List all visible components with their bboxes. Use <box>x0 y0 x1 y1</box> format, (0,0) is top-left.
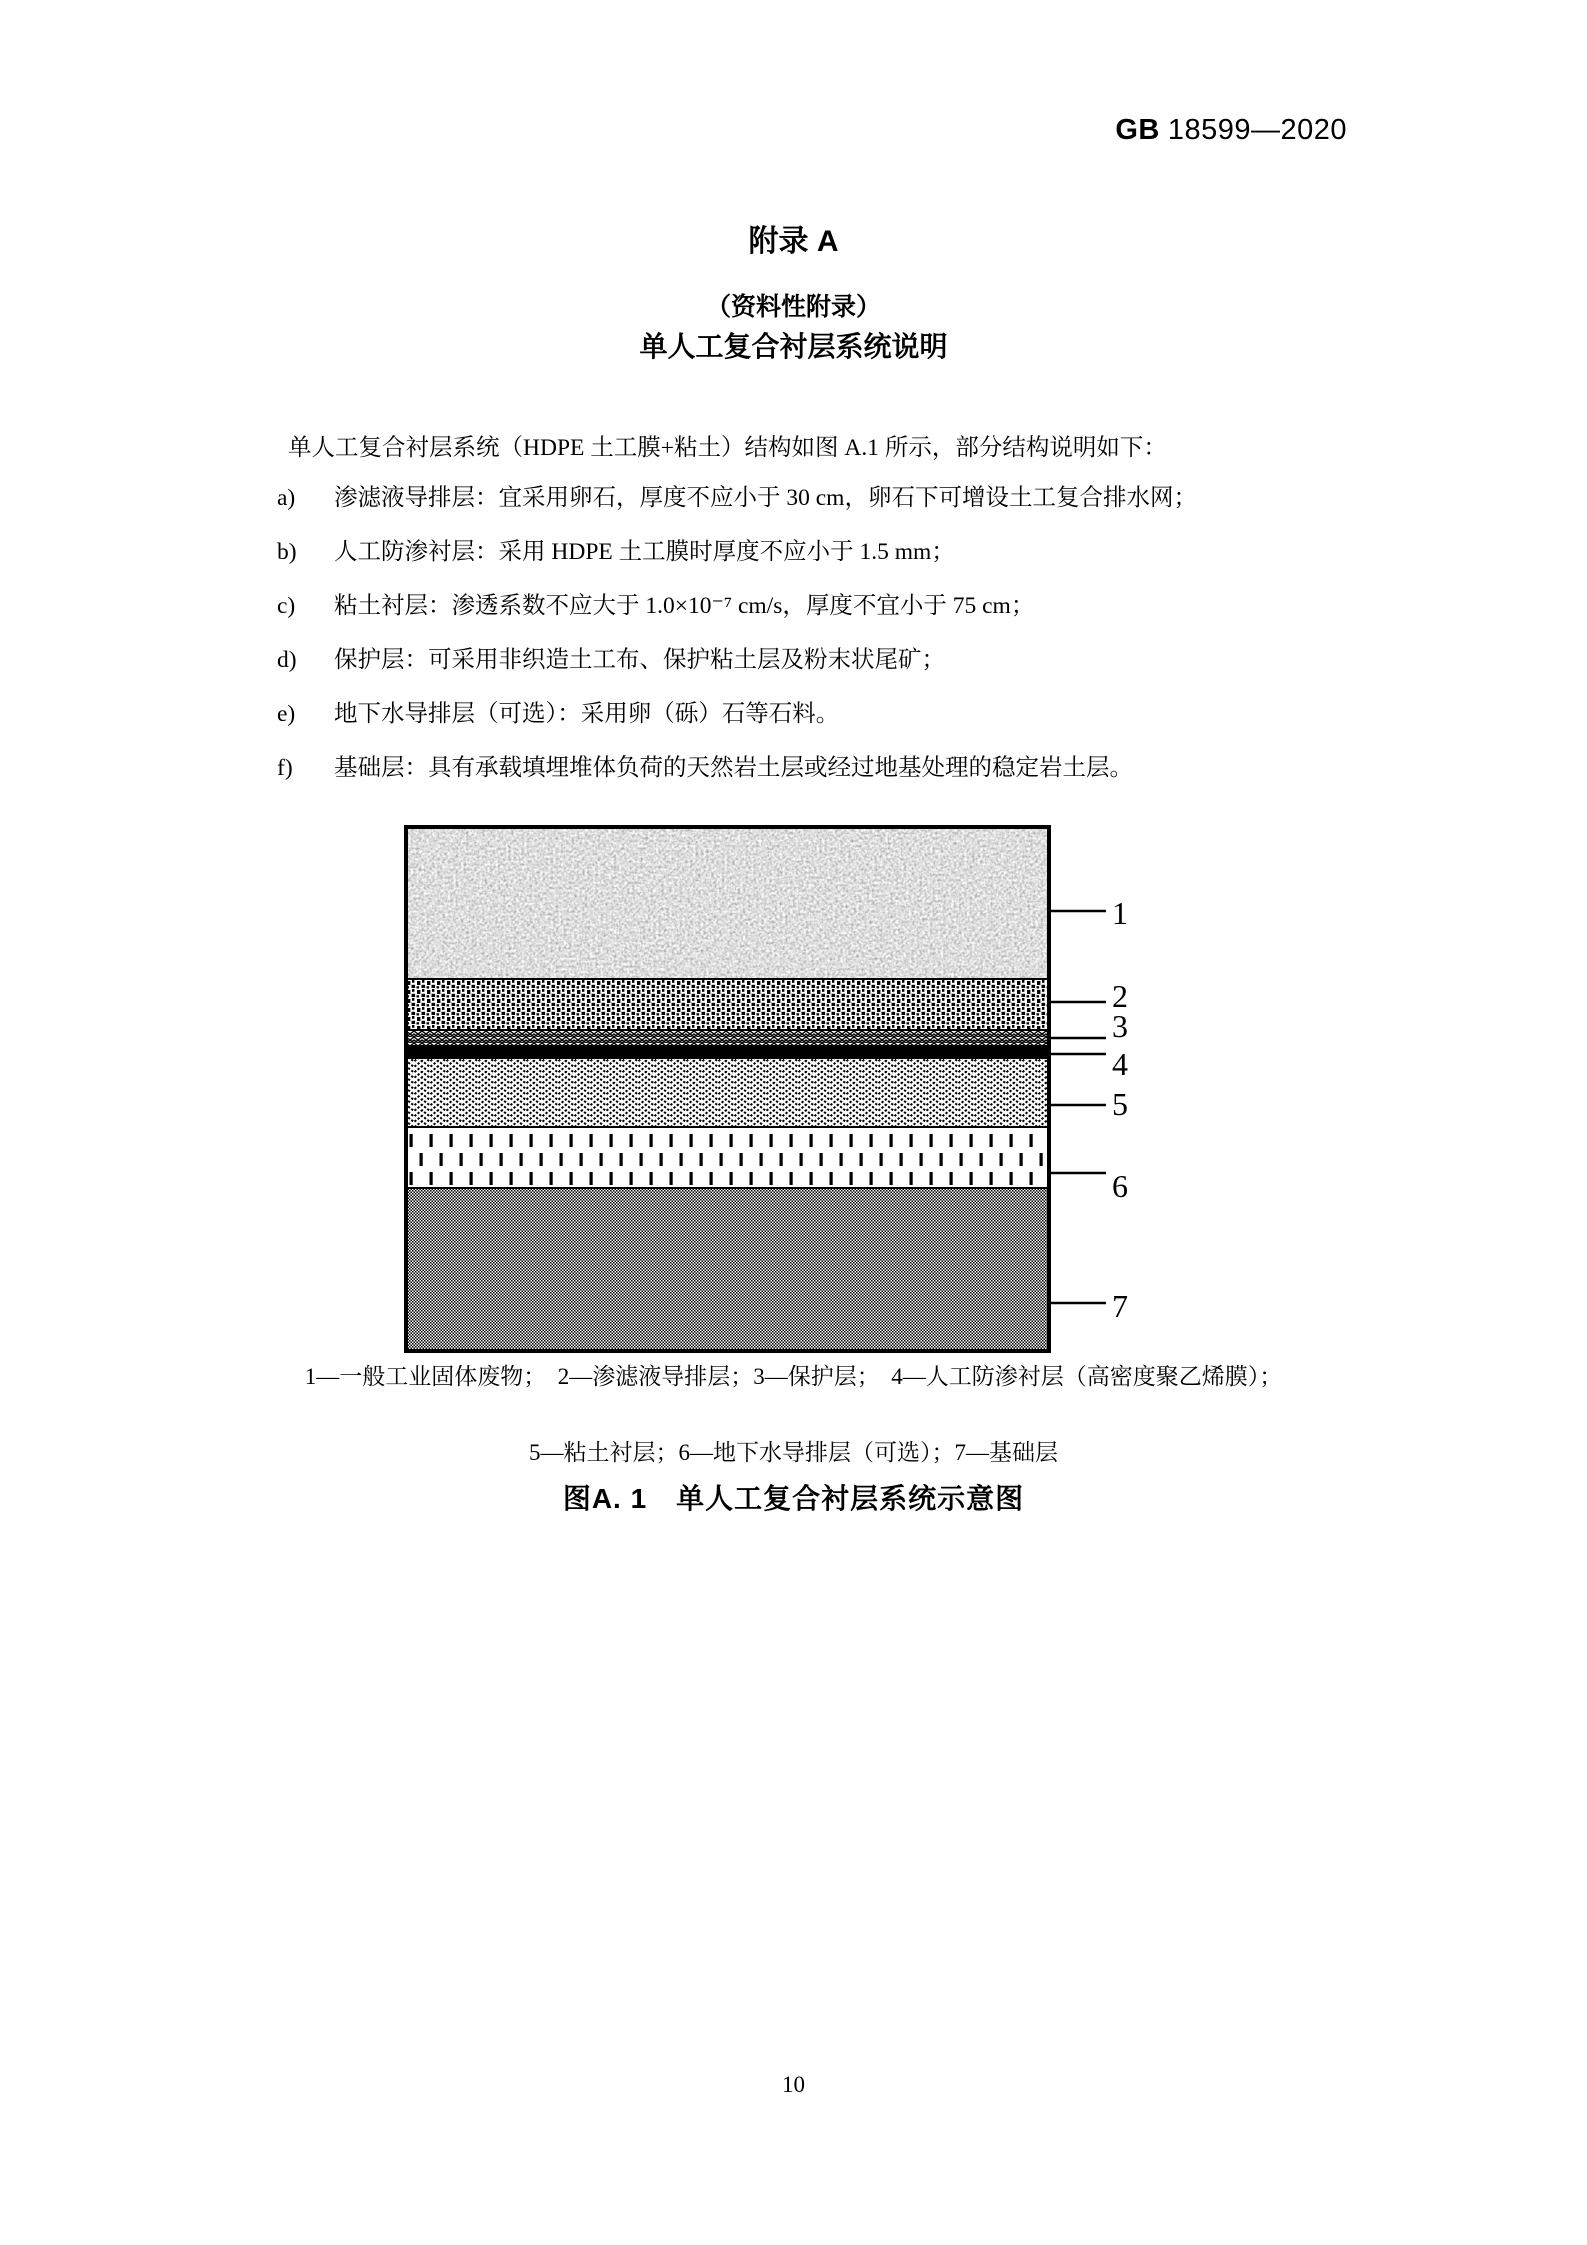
layer-2-leachate-drainage <box>406 979 1049 1030</box>
list-item-a-text: 渗滤液导排层：宜采用卵石，厚度不应小于 30 cm，卵石下可增设土工复合排水网； <box>334 485 1197 511</box>
list-item-f-text: 基础层：具有承载填埋堆体负荷的天然岩土层或经过地基处理的稳定岩土层。 <box>334 755 1133 781</box>
list-item-c-marker: c) <box>277 593 296 619</box>
layer-1-general-industrial-solid-waste <box>406 827 1049 979</box>
page-number: 10 <box>782 2072 805 2097</box>
layer-6-groundwater-drainage <box>406 1127 1049 1188</box>
figure-label-6: 6 <box>1112 1168 1128 1204</box>
layer-4-hdpe-membrane <box>406 1045 1049 1059</box>
list-item-f-marker: f) <box>277 755 293 781</box>
list-item-e-marker: e) <box>277 701 296 727</box>
list-item-b <box>277 536 1367 568</box>
standard-code-prefix: GB <box>1115 114 1160 146</box>
appendix-type-label: （资料性附录） <box>705 293 881 321</box>
standard-code-number: 18599—2020 <box>1167 114 1347 146</box>
figure-caption-line-1: 1—一般工业固体废物； 2—渗滤液导排层；3—保护层； 4—人工防渗衬层（高密度聚乙烯膜）； <box>304 1364 1283 1389</box>
figure-label-3: 3 <box>1112 1008 1128 1044</box>
list-item-b-text: 人工防渗衬层：采用 HDPE 土工膜时厚度不应小于 1.5 mm； <box>334 539 955 565</box>
list-item-d-marker: d) <box>277 647 297 673</box>
list-item-f <box>277 752 1367 784</box>
figure-label-5: 5 <box>1112 1086 1128 1122</box>
appendix-title: 附录 A <box>748 225 839 258</box>
figure-A1 <box>404 825 1149 1360</box>
figure-label-1: 1 <box>1112 895 1128 931</box>
layer-3-protective <box>406 1030 1049 1045</box>
figure-title: 图A. 1 单人工复合衬层系统示意图 <box>562 1483 1025 1514</box>
list-item-d <box>277 644 1367 676</box>
appendix-subject: 单人工复合衬层系统说明 <box>639 331 948 362</box>
figure-label-2: 2 <box>1112 978 1128 1014</box>
list-item-b-marker: b) <box>277 539 297 565</box>
list-item-e <box>277 698 1367 730</box>
list-item-c <box>277 590 1367 622</box>
list-item-a-marker: a) <box>277 485 296 511</box>
figure-label-4: 4 <box>1112 1046 1128 1082</box>
intro-paragraph: 单人工复合衬层系统（HDPE 土工膜+粘土）结构如图 A.1 所示，部分结构说明如下： <box>288 435 1167 461</box>
list-item-a <box>277 482 1367 514</box>
layer-5-clay-liner <box>406 1059 1049 1127</box>
list-item-e-text: 地下水导排层（可选）：采用卵（砾）石等石料。 <box>334 701 840 727</box>
figure-caption-line-2: 5—粘土衬层；6—地下水导排层（可选）；7—基础层 <box>529 1440 1058 1465</box>
standard-code <box>1115 114 1347 146</box>
figure-label-7: 7 <box>1112 1288 1128 1324</box>
leader-lines <box>1049 911 1106 1303</box>
list-item-c-text: 粘土衬层：渗透系数不应大于 1.0×10⁻⁷ cm/s，厚度不宜小于 75 cm； <box>334 593 1035 619</box>
liner-system-diagram <box>404 825 1149 1355</box>
list-item-d-text: 保护层：可采用非织造土工布、保护粘土层及粉末状尾矿； <box>334 647 945 673</box>
layer-7-foundation <box>406 1188 1049 1351</box>
